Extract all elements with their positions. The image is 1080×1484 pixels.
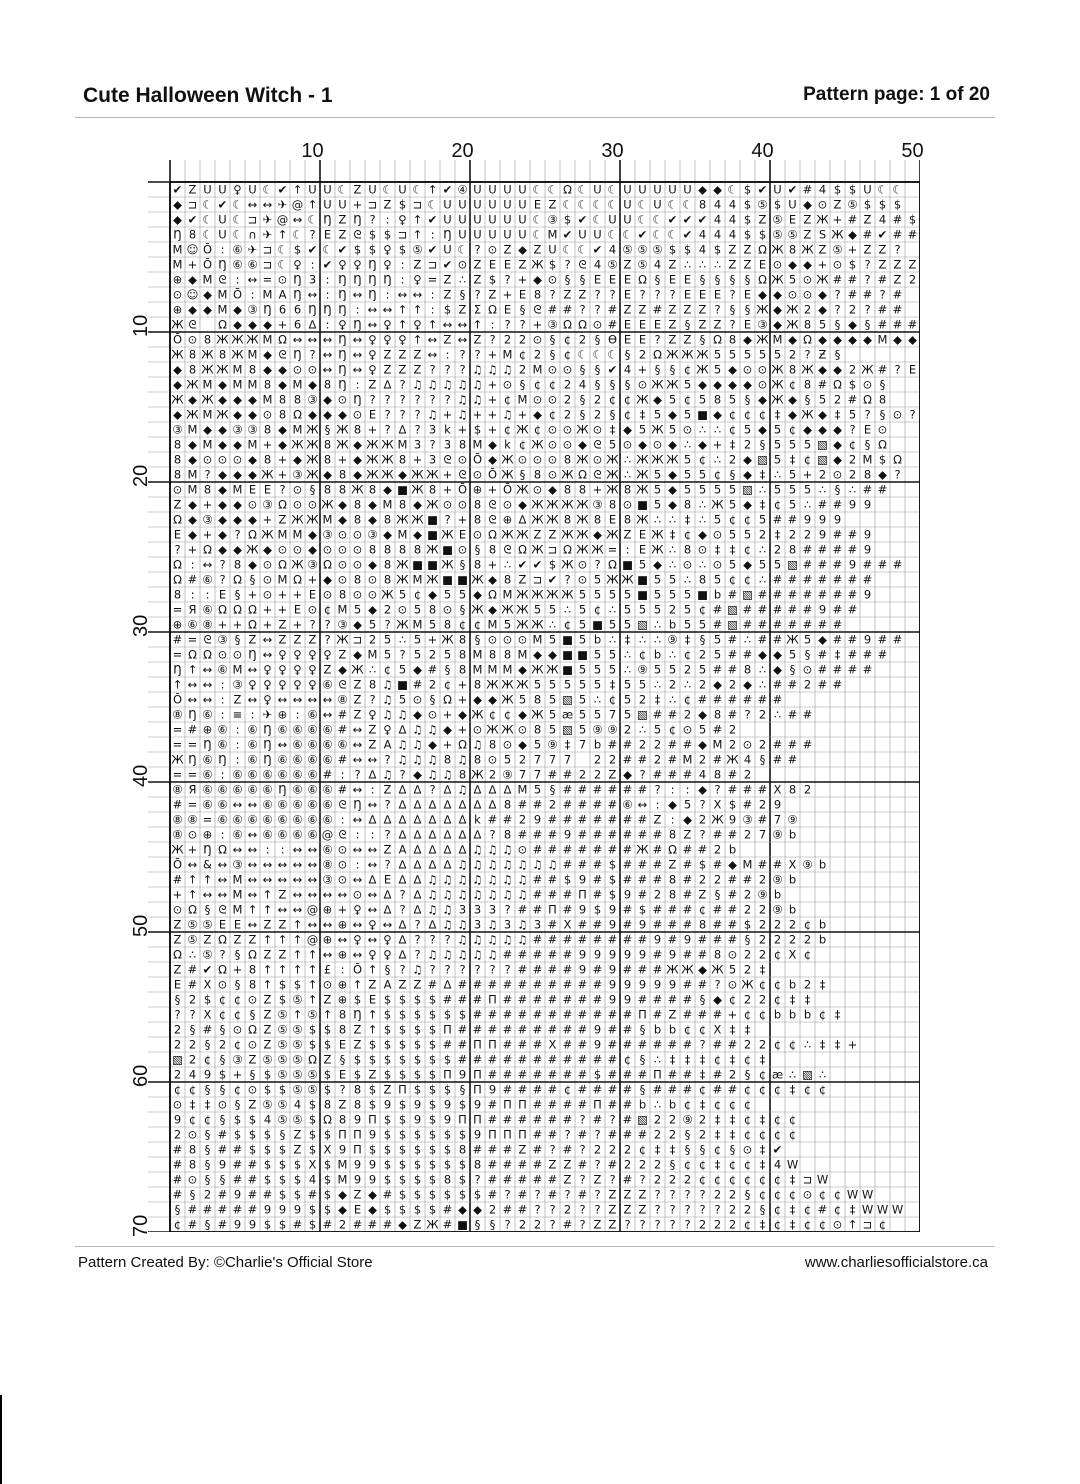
grid-row-symbols: Ж+ŊΩ↔↔::↔↔⑥⊙↔↔ZA∆∆∆∆♫♫♫⊙#######Ж#Ω##2b xyxy=(171,842,737,857)
grid-row-symbols: =Я⑥ΩΩΩ++E⊙¢M5◆2⊙58⊙§Ж◆ЖЖ55∴5¢∴55525¢#▧#####9## xyxy=(172,602,858,617)
grid-row-symbols: 8M?◆◆◆Ж+③Ж◆8◆ЖЖ◆ЖЖ+ᘓ⊙ŌЖ§8⊙ЖΩᘓЖ∴Ж5◆55¢§◆‡∴5+2⊙28◆? xyxy=(173,467,901,482)
grid-row-symbols: ⊕◆Mᘓ:↔=⊙Ŋ3:ŊŊŊŊ:♀=Z∴Z$?+◆⊙§§EEEΩ§EE§§§§ΩЖ5⊙Ж##?#Z2 xyxy=(172,272,917,287)
grid-row-symbols: §2$¢¢⊙Z$⑤↑Z⊕$E$$$$###Π#######99####§◆¢22¢‡‡ xyxy=(174,992,811,1007)
column-label: 40 xyxy=(751,140,774,162)
grid-row-symbols: =#⊕⑥:⑥Ŋ⑥⑥⑥⑥#↔Z♀∆♫♫◆+⊙ЖЖ⊙85▧5⑨⑨2∴5¢⊙5#2 xyxy=(172,722,737,737)
grid-row-symbols: 22§2¢⊙Z⑤⑤$$EZ$$$$$##ΠΠ###X##9######?##22¢¢∴‡‡+ xyxy=(173,1037,858,1052)
store-website[interactable]: www.charliesofficialstore.ca xyxy=(804,1254,988,1271)
scan-edge-mark xyxy=(0,1395,2,1484)
grid-row-symbols: M+ŌŊ⑥⑥⊐☾♀:✔♀♀Ŋ♀:Z⊐✔⊙ZEEZЖ$?ᘓ4⑤Z⑤4Z∴∴∴ZZE⊙◆◆+⊙$?ZZZ xyxy=(172,257,917,272)
grid-row-symbols: #§2#9##$$#$◆Z◆#$$$$$$#?#?#?#?ZZZ????22§¢¢¢⊙¢¢WW xyxy=(172,1187,874,1202)
grid-row-symbols: ◆✔☾U☾⊐✈@↔☾ŊZŊ?:♀↑✔UUUUUU☾③$✔☾UU☾☾✔✔✔44$Z⑤EZЖ+#Z4#$ xyxy=(173,212,917,227)
grid-row-symbols: Жᘓ Ω◆◆◆+6∆:♀Ŋ↔♀↑♀↑↔↔↑:??+③ΩΩ⊙#EEEZ§ZZ?E③◆Ж85§◆§### xyxy=(171,317,918,332)
row-label: 10 xyxy=(130,314,152,337)
grid-row-symbols: ==Ŋ⑥:⑥Ŋ↔⑥⑥⑥⑥↔ZA♫♫◆+Ω♫8⊙◆5⑨‡7b##22##◆M2⊙2### xyxy=(172,737,813,752)
row-label: 20 xyxy=(130,464,152,487)
row-label: 60 xyxy=(130,1064,152,1087)
column-label: 50 xyxy=(901,140,924,162)
row-label: 40 xyxy=(130,764,152,787)
grid-row-symbols: Z◆+◆◆⊙③Ω⊙⊙Ж◆8◆M8◆Ж⊙⊙8ᘓ⊙◆ЖЖЖЖ③8⊙■5◆8∴Ж5◆‡¢5∴##99 xyxy=(173,497,872,512)
grid-row-symbols: ==⑥:⑥⑥⑥⑥⑥⑥#:?∆♫?◆♫♫8Ж2⑨77##22Z◆?###48#2 xyxy=(172,767,752,782)
grid-row-symbols: Ŋ↑↔⑥M↔♀♀♀♀Z◆Ж∴¢5◆#§8MMM◆ЖЖ■555∴⑨5525##8∴◆§⊙#### xyxy=(173,662,873,677)
grid-row-symbols: Ω#⑥?Ω§⊙MΩ+◆⊙8⊙8ЖMЖ■■Ж◆8Z⊐✔?⊙5ЖЖ■55∴85¢¢∴####### xyxy=(173,572,873,587)
grid-row-symbols: ⑧Ŋ⑥:≡:✈⊕:⑥↔#Z♀♫♫◆⊙+◆Ж¢¢◆Ж5æ5575▧##2◆8#?2∴## xyxy=(172,707,813,722)
grid-row-symbols: #=ᘓ③§Z↔ZZZ?Ж⊐25∴5+Ж8§⊙⊙⊙M5■5b∴‡∴∴⑨‡§5#∴##Ж5◆##9## xyxy=(172,632,903,647)
grid-row-symbols: Ō⊙8ЖЖЖMΩ↔↔↔Ŋ↔♀♀♀↑↔Z↔Z?22⊙§¢2§ӨEE?ZZ§Ω8◆ЖM◆Ω◆◆◆◆M◆◆ xyxy=(172,332,917,347)
grid-row-symbols: ⊕◆◆M◆③Ŋ66ŊŊŊ:↔↔↑↑:$ZΣΩE§ᘓ##??#ZZ#ZZZ?§§Ж◆Ж2◆?2?## xyxy=(172,302,903,317)
grid-row-symbols: ¢¢§§¢⊙$$⑤⑤$?8$ZΠ$$$§Π9####¢####§###¢##¢¢¢‡¢¢ xyxy=(173,1082,827,1097)
header-divider xyxy=(75,117,995,118)
grid-row-symbols: ③M◆◆③③8◆MЖ§Ж8+?∆?3k+$+¢Ж¢⊙⊙Ж⊙‡◆5Ж5⊙∴∴¢5◆5¢◆◆◆?E⊙ xyxy=(172,422,888,437)
grid-row-symbols: ЖŊ⑥Ŋ:⑥Ŋ⑥⑥⑥⑥#↔↔?♫♫♫8♫8⊙52777 22##2#M2#Ж4§## xyxy=(171,752,798,767)
grid-row-symbols: Z⑤⑤EE↔ZZ↑↔↔⊕↔♀↔∆?∆♫♫3♫3♫3#X##9#9###8##$222¢b xyxy=(173,917,827,932)
grid-row-symbols: ◆8ЖЖM8◆◆⊙⊙↔Ŋ↔♀ZZZ???♫♫♫2M⊙⊙§§✔4+§§¢Ж5◆⊙⊙Ж8Ж◆◆2Ж#?E xyxy=(173,362,917,377)
pattern-grid xyxy=(148,160,920,1237)
page-number: Pattern page: 1 of 20 xyxy=(803,84,990,105)
grid-row-symbols: ⊙☺◆MŌ:MAŊ↔:Ŋ↔Ŋ:↔↔:Z§?Z+E8?ZZ??E???EEE?E◆◆⊙⊙◆?##?# xyxy=(172,287,903,302)
grid-row-symbols: Ω◆③◆◆◆+ZЖЖM◆8◆8ЖЖ■?+8ᘓ⊕∆ЖЖ8Ж8E8Ж∴∴‡∴5¢¢5##999 xyxy=(173,512,842,527)
column-label: 30 xyxy=(601,140,624,162)
pattern-title: Cute Halloween Witch - 1 xyxy=(83,84,333,107)
grid-row-symbols: Ж8Ж8ЖM◆ᘓŊ?↔Ŋ↔♀ZZZ↔:??+M¢2§¢☾☾☾§2ΩЖЖЖ555552?Ƶ§ xyxy=(171,347,841,362)
grid-row-symbols: ⑧Я⑥⑥⑥⑥⑥Ŋ⑥⑥⑥#↔:Z∆∆?∆♫∆∆∆M5§######?::◆?###X82 xyxy=(172,782,812,797)
grid-row-symbols: 2⊙§#$$$§Z$$ΠΠ9$$$$$$9ΠΠΠ##?#?###22§2‡‡¢¢¢¢ xyxy=(173,1127,797,1142)
grid-row-symbols: ⊙Ω§ᘓM↑↑↔↔@⊕+♀↔∆?∆♫♫333?##Π#9$9#$###¢##22⑨b xyxy=(172,902,797,917)
row-label: 50 xyxy=(130,914,152,937)
grid-row-symbols: ▧2¢§③Z⑤⑤⑤ΩZ§$$$$$$$###########¢§∴‡‡‡¢‡¢‡ xyxy=(172,1052,766,1067)
grid-row-symbols: E#X⊙§8↑$$↑⊙⊕↑ZAZZ#∆##########99999##?⊙Ж¢¢b2‡ xyxy=(173,977,826,992)
footer-divider xyxy=(75,1246,995,1247)
grid-row-symbols: ⊕⑥⑧++Ω+Z+??③◆5?ЖM58¢¢M5ЖЖ∴¢5■55▧∴b55#▧####### xyxy=(172,617,843,632)
pattern-credit: Pattern Created By: ©Charlie's Official Store xyxy=(78,1254,373,1271)
grid-row-symbols: ??X¢¢§Z⑤↑⑤↑8Ŋ↑$$$$$$###########Π#Z###+¢¢bbb¢‡ xyxy=(174,1007,841,1022)
grid-row-symbols: +↑↔↔M↔↑Z↔↔↔↔⊙↔∆?∆♫♫♫♫♫♫♫###Π#$9#28#Z§#2⑨b xyxy=(172,887,782,902)
row-label: 30 xyxy=(130,614,152,637)
grid-row-symbols: ↑↔↔:③♀♀♀♀♀⑥ᘓZ8♫■#2¢+8ЖЖЖ55555‡55∴2∴2◆2◆∴##2## xyxy=(172,677,843,692)
grid-row-symbols: Ō↔&↔③↔↔↔↔↔⑧⊙:↔?∆∆∆∆♫♫♫♫♫♫♫###$###Z#$#◆M##X⑨b xyxy=(172,857,827,872)
grid-row-symbols: ⑧⊙⊕:⑥↔⑥⑥⑥⑥@ᘓ::?∆∆∆∆∆∆?8###9######8Z?##27⑨b xyxy=(172,827,797,842)
grid-row-symbols: 9¢¢§$$4⑤⑤$Ω89Π$$9$9ΠΠ######?#?#▧22⑨2‡‡¢‡¢¢ xyxy=(173,1112,797,1127)
grid-row-symbols: 8◆⊙⊙⊙◆8+◆Ж8+◆ЖЖ8+3ᘓ⊙Ō◆Ж⊙⊙⊙8Ж⊙Ж∴ЖЖЖ5¢∴2◆▧5‡¢▧◆2M$Ω xyxy=(173,452,902,467)
grid-row-symbols: Z#✔Ω+8↑↑↑↑£:Ō↑§?♫??????####9#9###ЖЖ◆Ж52‡ xyxy=(173,962,766,977)
grid-row-symbols: Ω∴⑤?§ΩZZ↑↑↔⊕↔♀♀∆?♫♫♫♫♫#####99999#9##8⊙22¢X¢ xyxy=(173,947,812,962)
grid-row-symbols: ¢#§#99$$#$#2###◆ZЖ#■§§?22?#?ZZ?????222¢‡¢‡¢¢⊙↑⊐¢ xyxy=(173,1217,887,1232)
grid-svg xyxy=(148,160,920,1232)
grid-row-symbols: Ж◆Ж◆◆◆M88③◆⊙Ŋ??????♫♫+¢M⊙⊙2§2¢¢Ж◆5¢585§◆Ж◆§52#Ω8 xyxy=(171,392,887,407)
grid-row-symbols: ⊙‡‡⊙§Z⑤⑤4$8Z8$9$9$9$9#ΠΠ####Π##b∴b¢‡¢¢¢ xyxy=(172,1097,752,1112)
grid-row-symbols: ◆ЖMЖ◆◆⊙8Ω◆◆◆⊙E???♫+♫++♫+◆¢2§2§¢‡5◆5■◆¢¢¢‡◆Ж◆‡5?§⊙? xyxy=(173,407,916,422)
grid-row-symbols: E◆+◆?ΩЖMM◆③⊙⊙③◆M◆■ЖЕ⊙ΩЖЖZZЖЖ◆ЖZEЖ‡¢◆⊙552‡229##9 xyxy=(173,527,872,542)
grid-row-symbols: ?+Ω◆◆Ж◆⊙⊙◆⊙⊙⊙8888Ж■⊙§8ᘓΩЖ⊐ΩЖЖ=:EЖ∴8⊙‡‡¢∴28####9 xyxy=(174,542,872,557)
row-label: 70 xyxy=(130,1214,152,1237)
grid-row-symbols: §#####999$$◆E◆$$$$#◆◆2##??2??ZZZ?????22§¢‡¢#¢‡WWW xyxy=(174,1202,904,1217)
grid-row-symbols: 2§#§⊙ΩZ⑤⑤$$8Z↑$$$$Π#########9##§bb¢¢X‡‡ xyxy=(173,1022,751,1037)
grid-row-symbols: 249$+§$⑤⑤⑤$E$Z$$$$Π9Π#######$###Π##‡#2§¢æ∴▧∴ xyxy=(173,1067,827,1082)
grid-row-symbols: ⊙M8◆MEE?⊙§88Ж8◆■Ж8+Ō⊕+ŌЖ⊙◆88+Ж8Ж5◆5555▧∴555∴§∴## xyxy=(172,482,888,497)
grid-row-symbols: #=⑥⑥↔↔⑥⑥⑥⑥⑥ᘓŊ↔?∆∆∆∆∆∆∆8##2####⑥↔:◆5?X$#29 xyxy=(172,797,782,812)
grid-row-symbols: Z⑤ZΩZZ↑↑↑@⊕↔♀↔♀∆???♫♫♫♫♫########9#9###§2222b xyxy=(173,932,827,947)
grid-row-symbols: Ō↔↔:Z↔♀↔↔↔↔⑧Z?♫5⊙§Ω+◆◆Ж585▧5∴¢52‡∴¢###### xyxy=(172,692,783,707)
grid-row-symbols: #↑↑↔M↔↔↔↔↔③⊙↔∆E∆∆♫♫♫♫♫♫♫##$9#$###8#22##2⑨b xyxy=(172,872,797,887)
grid-row-symbols: 8::E§+⊙++E⊙8⊙⊙Ж5¢◆55◆ΩMЖЖЖЖ5555■555■b#▧#######9 xyxy=(173,587,872,602)
grid-row-symbols: Ŋ8☾U☾∩✈↑☾?EZᘓ$$⊐↑:ŊUUUUU☾M✔UU☾☾✔☾☾✔444$$⑤⑤ZSЖ◆#✔## xyxy=(173,227,918,242)
grid-row-symbols: M☺Ō:⑥✈⊐☾$✔☾✔$$♀$⑤✔U☾?⊙Z◆ZU☾☾✔4⑤⑤⑤$$4$ZZΩЖ8ЖZ⑤+ZZ? xyxy=(172,242,901,257)
column-label: 10 xyxy=(301,140,324,162)
grid-row-symbols: ◆ЖM◆MM8◆M◆8Ŋ:Z∆?♫♫♫♫♫+⊙§¢¢24§§§⊙ЖЖ5◆◆◆◆⊙Ж¢8#Ω$⊙§ xyxy=(173,377,886,392)
grid-row-symbols: 8◆M◆◆M+◆ЖЖ8Ж◆ЖЖM3?38M◆k¢Ж⊙⊙◆ᘓ5⊙◆⊙◆∴◆+‡2§555▧◆¢§Ω xyxy=(173,437,887,452)
grid-row-symbols: Ω:↔?8◆⊙ΩЖ③Ω⊙⊙◆8Ж■■Ж§8+∴✔✔$Ж⊙?Ω■5◆∴⊙∴⊙5◆55▧###9### xyxy=(173,557,903,572)
grid-row-symbols: #⊙§§##$$$4$M99$$$$8$?#####Z?Z?#?222¢¢¢¢¢¢‡⊐W xyxy=(172,1172,829,1187)
grid-row-symbols: #8§9##$$$X$M99$$$$$$8####ZZ#?#222§¢¢‡¢¢‡4W xyxy=(172,1157,799,1172)
grid-row-symbols: ◆⊐☾✔☾↔↔✈@↑UU+⊐Z$⊐☾UUUUUUEZ☾☾☾☾U☾U☾☾844$⑤$U◆⊙Z⑤$$$ xyxy=(173,197,902,212)
column-label: 20 xyxy=(451,140,474,162)
grid-row-symbols: ✔ZUU♀U☾✔↑UU☾ZU☾U☾↑✔④UUUU☾☾Ω☾U☾UUUUU◆◆☾$✔U✔#4$$U☾☾ xyxy=(172,182,903,197)
grid-row-symbols: =ΩΩ⊙⊙Ŋ↔♀♀♀♀Z◆M5?5258M88M◆◆■■55∴¢b∴¢25##◆◆5§#‡### xyxy=(172,647,888,662)
grid-row-symbols: ⑧⑧=⑥⑥⑥⑥⑥⑥⑥⑥:↔∆∆∆∆∆∆∆k##29#######Z:◆2Ж9③#7⑨ xyxy=(172,812,798,827)
grid-row-symbols: #8§##$$$Z$X9Π$$$$$$8###Z#?#?222¢‡‡§§¢§⊙‡✔ xyxy=(172,1142,783,1157)
